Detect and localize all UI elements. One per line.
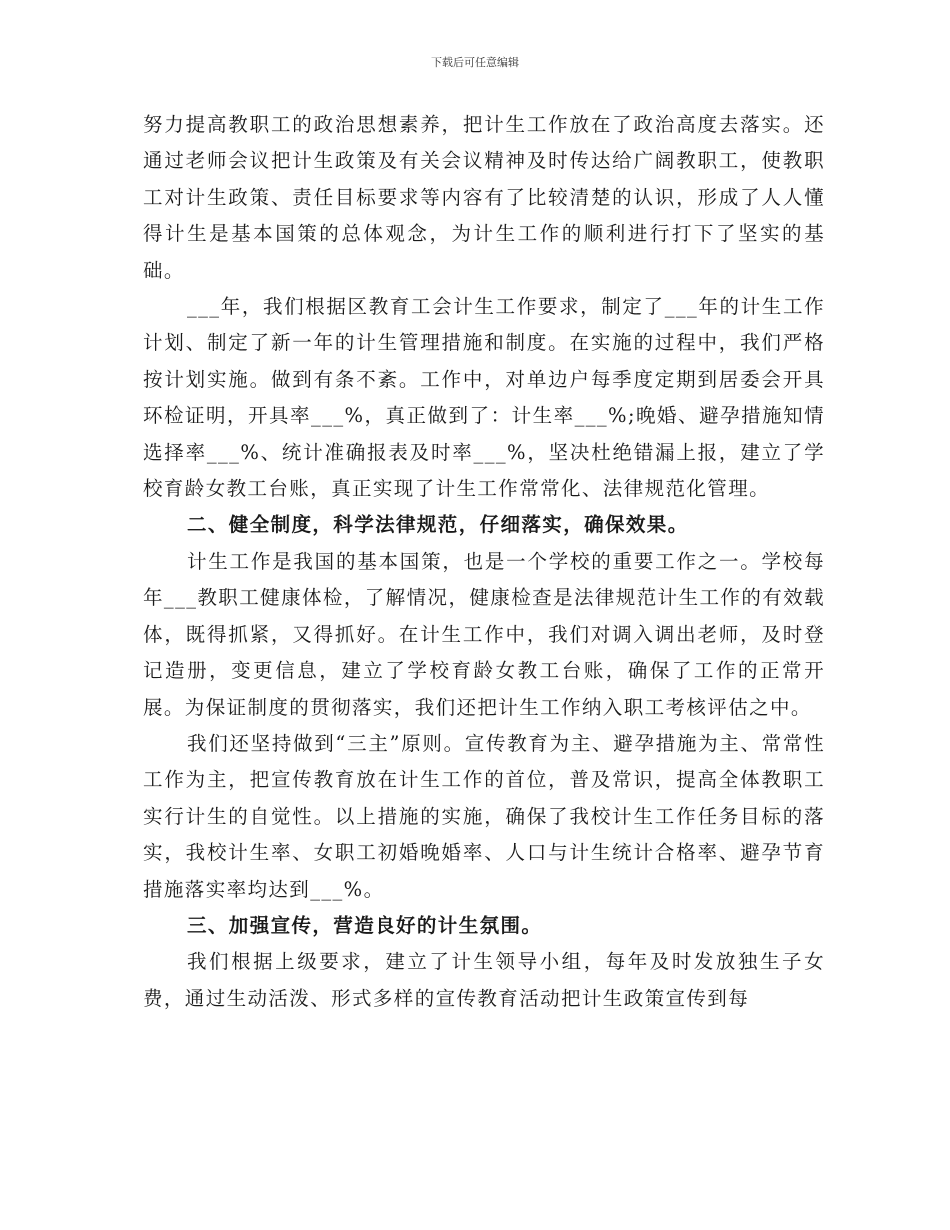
document-body <box>143 107 825 1017</box>
section-heading-3: 三、加强宣传，营造良好的计生氛围。 <box>187 913 543 937</box>
paragraph-3: 计生工作是我国的基本国策，也是一个学校的重要工作之一。学校每年___教职工健康体检，了解情况，健康检查是法律规范计生工作的有效载体，既得抓紧，又得抓好。在计生工作中，我们对调入调出老师，及时登记造册，变更信息，建立了学校育龄女教工台账，确保了工作的正常开展。为保证制度的贯彻落实，我们还把计生工作纳入职工考核评估之中。 <box>143 549 825 719</box>
section-heading-2: 二、健全制度，科学法律规范，仔细落实，确保效果。 <box>187 513 689 537</box>
paragraph-5: 我们根据上级要求，建立了计生领导小组，每年及时发放独生子女费，通过生动活泼、形式多样的宣传教育活动把计生政策宣传到每 <box>143 950 825 1010</box>
header-note: 下载后可任意编辑 <box>431 56 519 69</box>
paragraph-1: 努力提高教职工的政治思想素养，把计生工作放在了政治高度去落实。还通过老师会议把计生政策及有关会议精神及时传达给广阔教职工，使教职工对计生政策、责任目标要求等内容有了比较清楚的认识，形成了人人懂得计生是基本国策的总体观念，为计生工作的顺利进行打下了坚实的基础。 <box>143 113 825 282</box>
paragraph-2: ___年，我们根据区教育工会计生工作要求，制定了___年的计生工作计划、制定了新一年的计生管理措施和制度。在实施的过程中，我们严格按计划实施。做到有条不紊。工作中，对单边户每季度定期到居委会开具环检证明，开具率___%，真正做到了：计生率___%;晚婚、避孕措施知情选择率___%、统计准确报表及时率___%，坚决杜绝错漏上报，建立了学校育龄女教工台账，真正实现了计生工作常常化、法律规范化管理。 <box>143 295 825 501</box>
paragraph-4: 我们还坚持做到“三主”原则。宣传教育为主、避孕措施为主、常常性工作为主，把宣传教育放在计生工作的首位，普及常识，提高全体教职工实行计生的自觉性。以上措施的实施，确保了我校计生工作任务目标的落实，我校计生率、女职工初婚晚婚率、人口与计生统计合格率、避孕节育措施落实率均达到___%。 <box>143 731 825 901</box>
